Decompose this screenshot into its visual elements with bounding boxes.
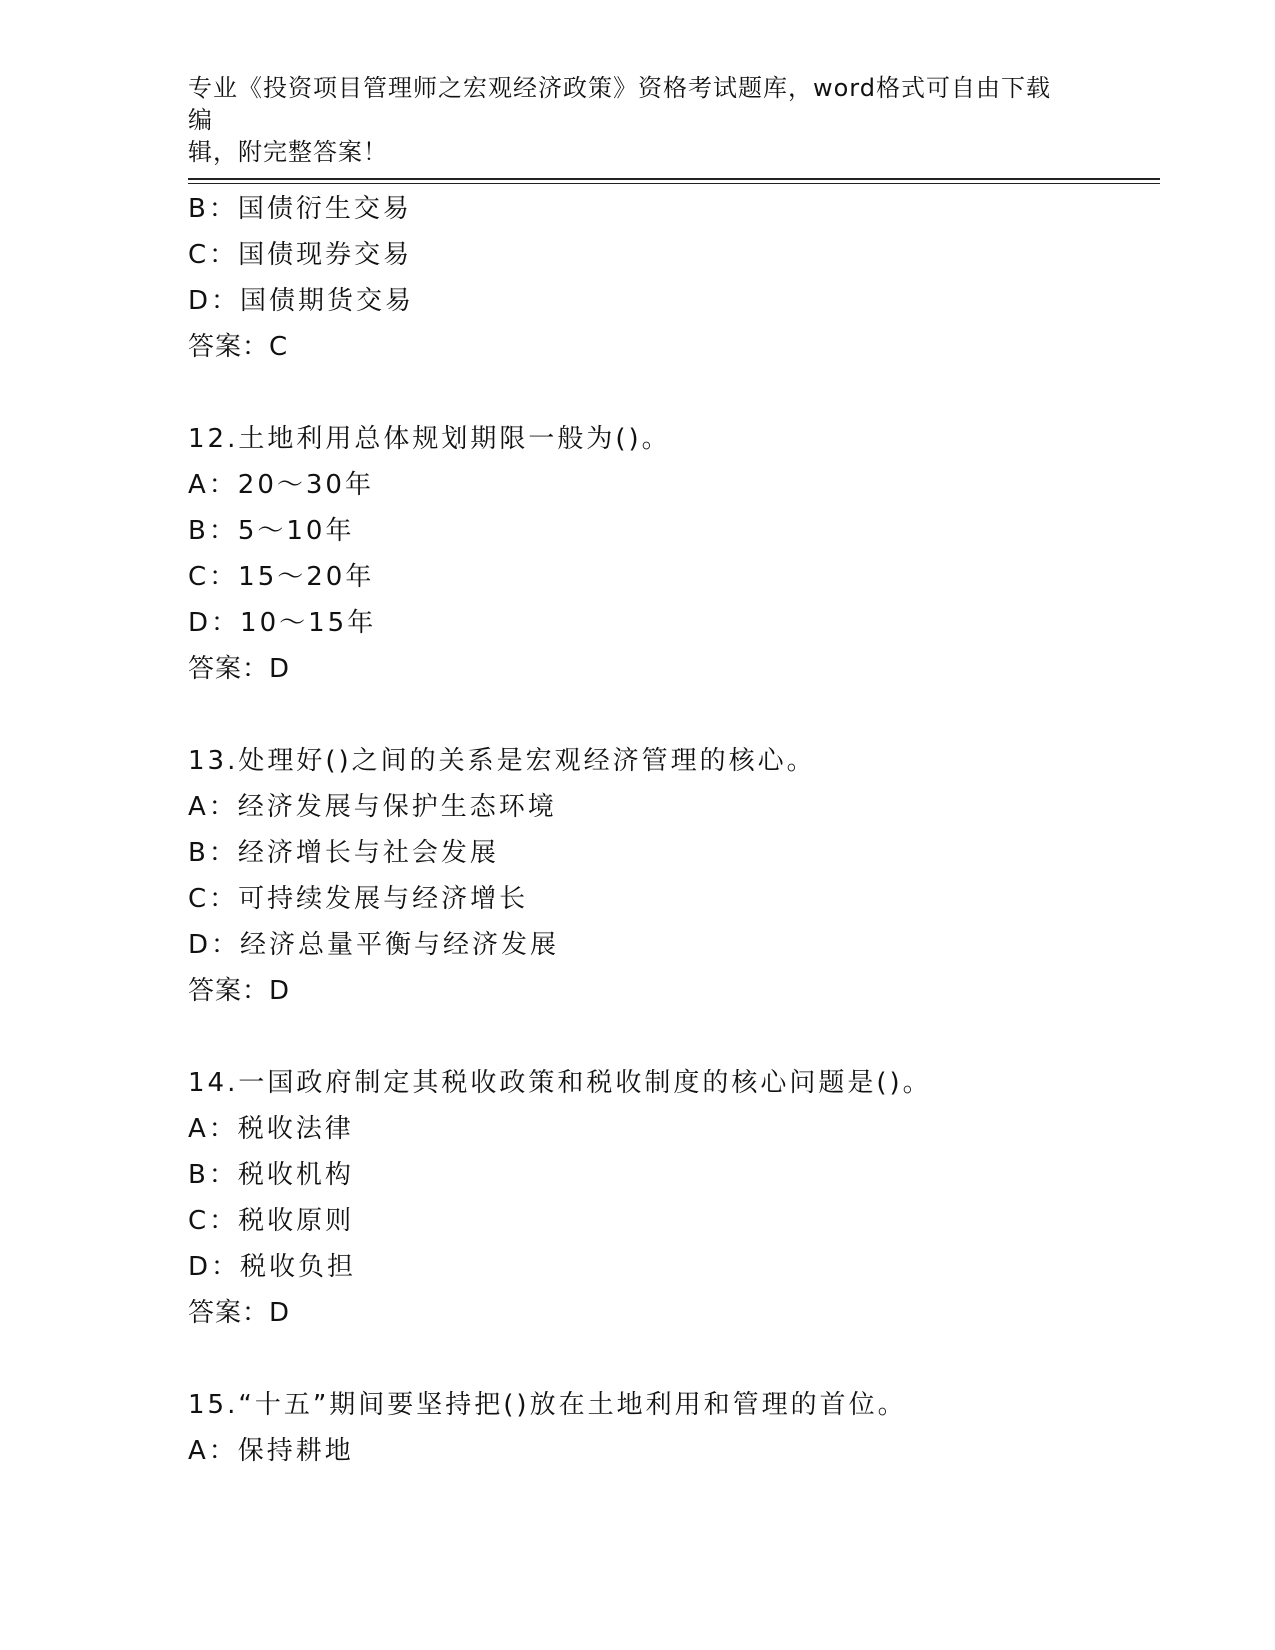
option-b: B：5～10年 <box>188 516 355 546</box>
question-14 <box>188 1060 1148 1336</box>
option-c: C：国债现券交易 <box>188 240 413 270</box>
question-stem: 13.处理好()之间的关系是宏观经济管理的核心。 <box>188 746 816 776</box>
question-stem: 14.一国政府制定其税收政策和税收制度的核心问题是()。 <box>188 1068 932 1098</box>
document-header <box>188 72 1068 168</box>
answer: 答案：D <box>188 1298 291 1328</box>
header-line-1: 专业《投资项目管理师之宏观经济政策》资格考试题库，word格式可自由下载编 <box>188 74 1051 134</box>
option-d: D：国债期货交易 <box>188 286 415 316</box>
question-list <box>188 186 1148 1474</box>
option-a: A：20～30年 <box>188 470 374 500</box>
answer: 答案：D <box>188 976 291 1006</box>
option-a: A：税收法律 <box>188 1114 354 1144</box>
option-c: C：税收原则 <box>188 1206 355 1236</box>
option-a: A：保持耕地 <box>188 1436 354 1466</box>
option-b: B：经济增长与社会发展 <box>188 838 499 868</box>
answer: 答案：D <box>188 654 291 684</box>
option-c: C：可持续发展与经济增长 <box>188 884 529 914</box>
option-b: B：税收机构 <box>188 1160 354 1190</box>
question-stem: 15.“十五”期间要坚持把()放在土地利用和管理的首位。 <box>188 1390 907 1420</box>
option-b: B：国债衍生交易 <box>188 194 412 224</box>
header-divider-thick <box>188 178 1160 180</box>
option-d: D：10～15年 <box>188 608 377 638</box>
header-divider-thin <box>188 183 1160 184</box>
question-13 <box>188 738 1148 1014</box>
option-d: D：税收负担 <box>188 1252 357 1282</box>
question-12 <box>188 416 1148 692</box>
question-stem: 12.土地利用总体规划期限一般为()。 <box>188 424 671 454</box>
question-15 <box>188 1382 1148 1474</box>
header-line-2: 辑，附完整答案！ <box>188 138 388 166</box>
option-d: D：经济总量平衡与经济发展 <box>188 930 560 960</box>
question-11-continued <box>188 186 1148 370</box>
answer: 答案：C <box>188 332 289 362</box>
option-c: C：15～20年 <box>188 562 375 592</box>
option-a: A：经济发展与保护生态环境 <box>188 792 557 822</box>
